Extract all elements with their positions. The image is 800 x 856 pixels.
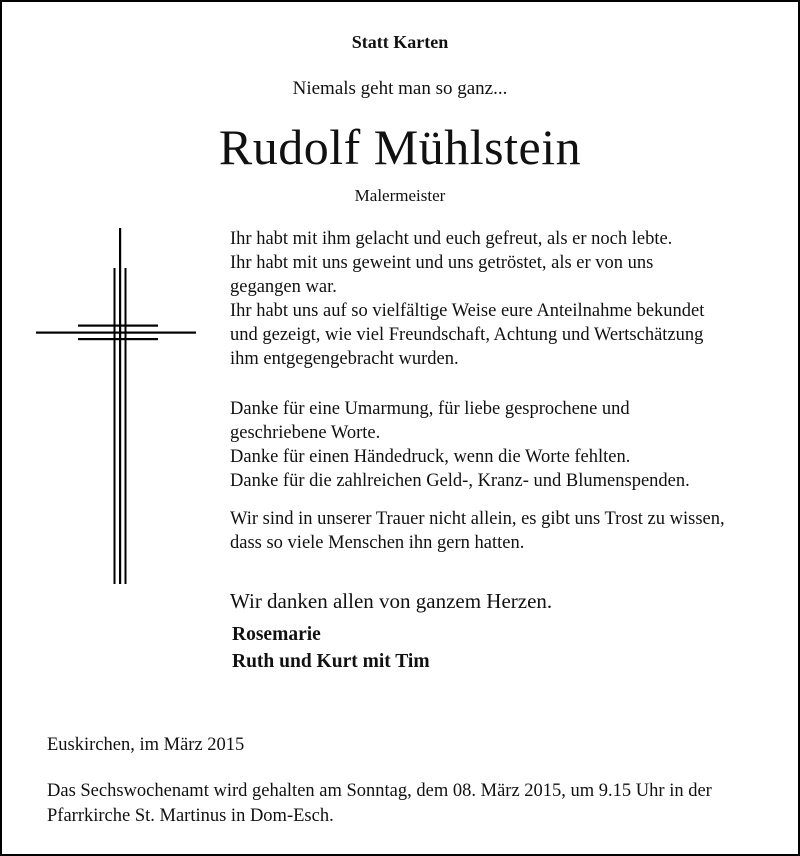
signature-family: Ruth und Kurt mit Tim xyxy=(232,651,430,672)
text-line: Ihr habt uns auf so vielfältige Weise eure Anteilnahme bekundet xyxy=(230,301,705,321)
signature-rosemarie: Rosemarie xyxy=(232,624,321,645)
text-line: und gezeigt, wie viel Freundschaft, Achtung und Wertschätzung xyxy=(230,325,704,345)
text-line: Das Sechswochenamt wird gehalten am Sonntag, dem 08. März 2015, um 9.15 Uhr in der xyxy=(47,781,712,801)
statt-karten-heading: Statt Karten xyxy=(351,32,449,52)
motto: Niemals geht man so ganz... xyxy=(292,78,508,99)
text-line: Danke für eine Umarmung, für liebe gesprochene und xyxy=(230,399,630,419)
thanks-line: Wir danken allen von ganzem Herzen. xyxy=(230,589,553,613)
text-line: ihm entgegengebracht wurden. xyxy=(230,349,459,369)
paragraph-gratitude xyxy=(230,227,704,371)
cross-icon xyxy=(36,228,198,586)
deceased-name: Rudolf Mühlstein xyxy=(218,119,582,175)
paragraph-thanks-list xyxy=(230,397,690,493)
place-date: Euskirchen, im März 2015 xyxy=(47,735,245,755)
mass-notice xyxy=(47,779,712,829)
text-line: dass so viele Menschen ihn gern hatten. xyxy=(230,533,525,553)
occupation: Malermeister xyxy=(354,186,446,205)
text-line: Danke für die zahlreichen Geld-, Kranz- und Blumenspenden. xyxy=(230,471,690,491)
text-line: Ihr habt mit uns geweint und uns getröstet, als er von uns xyxy=(230,253,654,273)
paragraph-comfort xyxy=(230,507,725,555)
text-line: gegangen war. xyxy=(230,277,337,297)
text-line: geschriebene Worte. xyxy=(230,423,381,443)
text-line: Wir sind in unserer Trauer nicht allein, es gibt uns Trost zu wissen, xyxy=(230,509,725,529)
text-line: Ihr habt mit ihm gelacht und euch gefreut, als er noch lebte. xyxy=(230,229,673,249)
text-line: Danke für einen Händedruck, wenn die Worte fehlten. xyxy=(230,447,631,467)
text-line: Pfarrkirche St. Martinus in Dom-Esch. xyxy=(47,806,334,826)
